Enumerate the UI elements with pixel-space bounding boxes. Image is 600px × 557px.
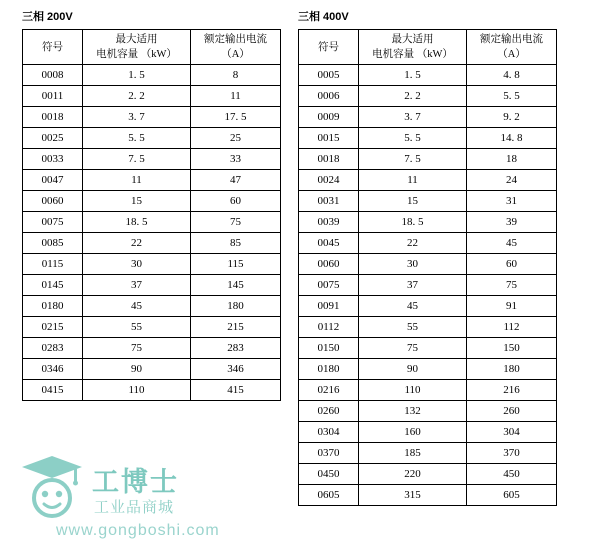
cell-current: 115 [191, 254, 281, 275]
cell-capacity: 75 [359, 338, 467, 359]
cell-current: 346 [191, 359, 281, 380]
cell-current: 60 [467, 254, 557, 275]
table-row [23, 170, 281, 191]
cell-current: 450 [467, 464, 557, 485]
gongboshi-logo-icon [18, 452, 86, 518]
cell-capacity: 22 [359, 233, 467, 254]
cell-capacity: 3. 7 [83, 107, 191, 128]
cell-capacity: 160 [359, 422, 467, 443]
cell-code: 0033 [23, 149, 83, 170]
cell-capacity: 18. 5 [83, 212, 191, 233]
cell-code: 0216 [299, 380, 359, 401]
table-row [23, 380, 281, 401]
cell-code: 0060 [299, 254, 359, 275]
cell-code: 0008 [23, 65, 83, 86]
cell-capacity: 315 [359, 485, 467, 506]
cell-code: 0011 [23, 86, 83, 107]
table-row [23, 107, 281, 128]
watermark-url: www.gongboshi.com [56, 522, 220, 539]
cell-current: 91 [467, 296, 557, 317]
cell-capacity: 11 [359, 170, 467, 191]
cell-current: 75 [191, 212, 281, 233]
cell-code: 0005 [299, 65, 359, 86]
cell-capacity: 185 [359, 443, 467, 464]
cell-current: 25 [191, 128, 281, 149]
table-row [299, 65, 557, 86]
table-row [23, 317, 281, 338]
table-row [299, 149, 557, 170]
table-row [23, 191, 281, 212]
cell-capacity: 90 [83, 359, 191, 380]
cell-capacity: 110 [83, 380, 191, 401]
watermark [14, 450, 264, 550]
cell-capacity: 132 [359, 401, 467, 422]
cell-code: 0215 [23, 317, 83, 338]
header-current [467, 30, 557, 65]
header-code: 符号 [23, 30, 83, 65]
table-row [299, 317, 557, 338]
cell-code: 0060 [23, 191, 83, 212]
table-row [299, 380, 557, 401]
cell-code: 0450 [299, 464, 359, 485]
cell-code: 0180 [299, 359, 359, 380]
cell-capacity: 18. 5 [359, 212, 467, 233]
cell-code: 0015 [299, 128, 359, 149]
cell-capacity: 30 [359, 254, 467, 275]
spec-table-200v [22, 29, 281, 401]
table-row [23, 296, 281, 317]
table-row [299, 128, 557, 149]
cell-code: 0115 [23, 254, 83, 275]
cell-code: 0346 [23, 359, 83, 380]
cell-capacity: 90 [359, 359, 467, 380]
table-header-row [23, 30, 281, 65]
table-row [299, 422, 557, 443]
table-row [23, 65, 281, 86]
table-row [23, 233, 281, 254]
cell-code: 0031 [299, 191, 359, 212]
table-row [299, 275, 557, 296]
watermark-brand: 工博士 [92, 467, 179, 497]
cell-current: 8 [191, 65, 281, 86]
cell-current: 9. 2 [467, 107, 557, 128]
header-capacity-line2: 电机容量 （kW） [372, 49, 453, 60]
cell-capacity: 37 [83, 275, 191, 296]
cell-current: 60 [191, 191, 281, 212]
header-capacity-line1: 最大适用 [115, 34, 158, 45]
table-row [23, 254, 281, 275]
table-row [299, 401, 557, 422]
cell-code: 0112 [299, 317, 359, 338]
spec-table-block-400v [298, 8, 557, 506]
table-row [299, 233, 557, 254]
cell-code: 0018 [299, 149, 359, 170]
cell-code: 0283 [23, 338, 83, 359]
cell-capacity: 2. 2 [83, 86, 191, 107]
cell-code: 0605 [299, 485, 359, 506]
table-row [23, 128, 281, 149]
cell-code: 0085 [23, 233, 83, 254]
header-capacity-line2: 电机容量 （kW） [96, 49, 177, 60]
cell-current: 33 [191, 149, 281, 170]
table-row [299, 443, 557, 464]
header-current-line2: （A） [497, 49, 526, 60]
cell-current: 24 [467, 170, 557, 191]
cell-current: 5. 5 [467, 86, 557, 107]
table-row [23, 212, 281, 233]
cell-capacity: 5. 5 [83, 128, 191, 149]
cell-capacity: 5. 5 [359, 128, 467, 149]
cell-capacity: 15 [359, 191, 467, 212]
cell-capacity: 45 [359, 296, 467, 317]
table-row [299, 86, 557, 107]
cell-current: 370 [467, 443, 557, 464]
cell-current: 283 [191, 338, 281, 359]
cell-capacity: 2. 2 [359, 86, 467, 107]
table-row [299, 170, 557, 191]
cell-current: 17. 5 [191, 107, 281, 128]
table-body-200v [23, 65, 281, 401]
cell-capacity: 55 [359, 317, 467, 338]
cell-code: 0039 [299, 212, 359, 233]
cell-capacity: 75 [83, 338, 191, 359]
cell-code: 0180 [23, 296, 83, 317]
table-row [299, 338, 557, 359]
cell-capacity: 55 [83, 317, 191, 338]
spec-table-block-200v [22, 8, 281, 401]
cell-capacity: 11 [83, 170, 191, 191]
cell-capacity: 37 [359, 275, 467, 296]
table-row [23, 275, 281, 296]
spec-table-400v [298, 29, 557, 506]
cell-current: 14. 8 [467, 128, 557, 149]
cell-code: 0025 [23, 128, 83, 149]
cell-code: 0260 [299, 401, 359, 422]
cell-current: 112 [467, 317, 557, 338]
cell-code: 0006 [299, 86, 359, 107]
table-row [299, 464, 557, 485]
cell-current: 216 [467, 380, 557, 401]
cell-current: 85 [191, 233, 281, 254]
table-body-400v [299, 65, 557, 506]
cell-current: 31 [467, 191, 557, 212]
cell-capacity: 110 [359, 380, 467, 401]
header-current-line2: （A） [221, 49, 250, 60]
header-current [191, 30, 281, 65]
cell-capacity: 1. 5 [83, 65, 191, 86]
cell-current: 11 [191, 86, 281, 107]
cell-current: 75 [467, 275, 557, 296]
cell-code: 0024 [299, 170, 359, 191]
table-header-row [299, 30, 557, 65]
cell-current: 180 [191, 296, 281, 317]
cell-code: 0415 [23, 380, 83, 401]
cell-code: 0045 [299, 233, 359, 254]
table-row [23, 338, 281, 359]
cell-capacity: 220 [359, 464, 467, 485]
cell-current: 4. 8 [467, 65, 557, 86]
cell-code: 0304 [299, 422, 359, 443]
header-capacity-line1: 最大适用 [391, 34, 434, 45]
header-current-line1: 额定输出电流 [480, 34, 543, 45]
table-title-200v: 三相 200V [22, 11, 73, 23]
header-capacity [83, 30, 191, 65]
cell-capacity: 7. 5 [83, 149, 191, 170]
cell-current: 180 [467, 359, 557, 380]
cell-code: 0009 [299, 107, 359, 128]
cell-capacity: 45 [83, 296, 191, 317]
cell-current: 215 [191, 317, 281, 338]
cell-capacity: 30 [83, 254, 191, 275]
cell-current: 39 [467, 212, 557, 233]
cell-capacity: 15 [83, 191, 191, 212]
cell-capacity: 22 [83, 233, 191, 254]
cell-capacity: 1. 5 [359, 65, 467, 86]
watermark-tagline: 工业品商城 [94, 499, 175, 516]
cell-current: 145 [191, 275, 281, 296]
cell-current: 260 [467, 401, 557, 422]
cell-code: 0075 [23, 212, 83, 233]
cell-current: 47 [191, 170, 281, 191]
cell-current: 45 [467, 233, 557, 254]
cell-capacity: 7. 5 [359, 149, 467, 170]
header-current-line1: 额定输出电流 [204, 34, 267, 45]
table-row [299, 359, 557, 380]
table-row [299, 212, 557, 233]
table-row [299, 296, 557, 317]
header-capacity [359, 30, 467, 65]
cell-code: 0150 [299, 338, 359, 359]
cell-current: 150 [467, 338, 557, 359]
cell-current: 18 [467, 149, 557, 170]
cell-code: 0145 [23, 275, 83, 296]
table-row [299, 254, 557, 275]
table-row [23, 359, 281, 380]
cell-current: 304 [467, 422, 557, 443]
cell-code: 0075 [299, 275, 359, 296]
table-row [299, 485, 557, 506]
cell-capacity: 3. 7 [359, 107, 467, 128]
cell-current: 415 [191, 380, 281, 401]
cell-code: 0091 [299, 296, 359, 317]
cell-code: 0018 [23, 107, 83, 128]
cell-code: 0370 [299, 443, 359, 464]
table-row [23, 149, 281, 170]
header-code: 符号 [299, 30, 359, 65]
table-row [299, 191, 557, 212]
cell-code: 0047 [23, 170, 83, 191]
table-row [299, 107, 557, 128]
table-title-400v: 三相 400V [298, 11, 349, 23]
table-row [23, 86, 281, 107]
cell-current: 605 [467, 485, 557, 506]
